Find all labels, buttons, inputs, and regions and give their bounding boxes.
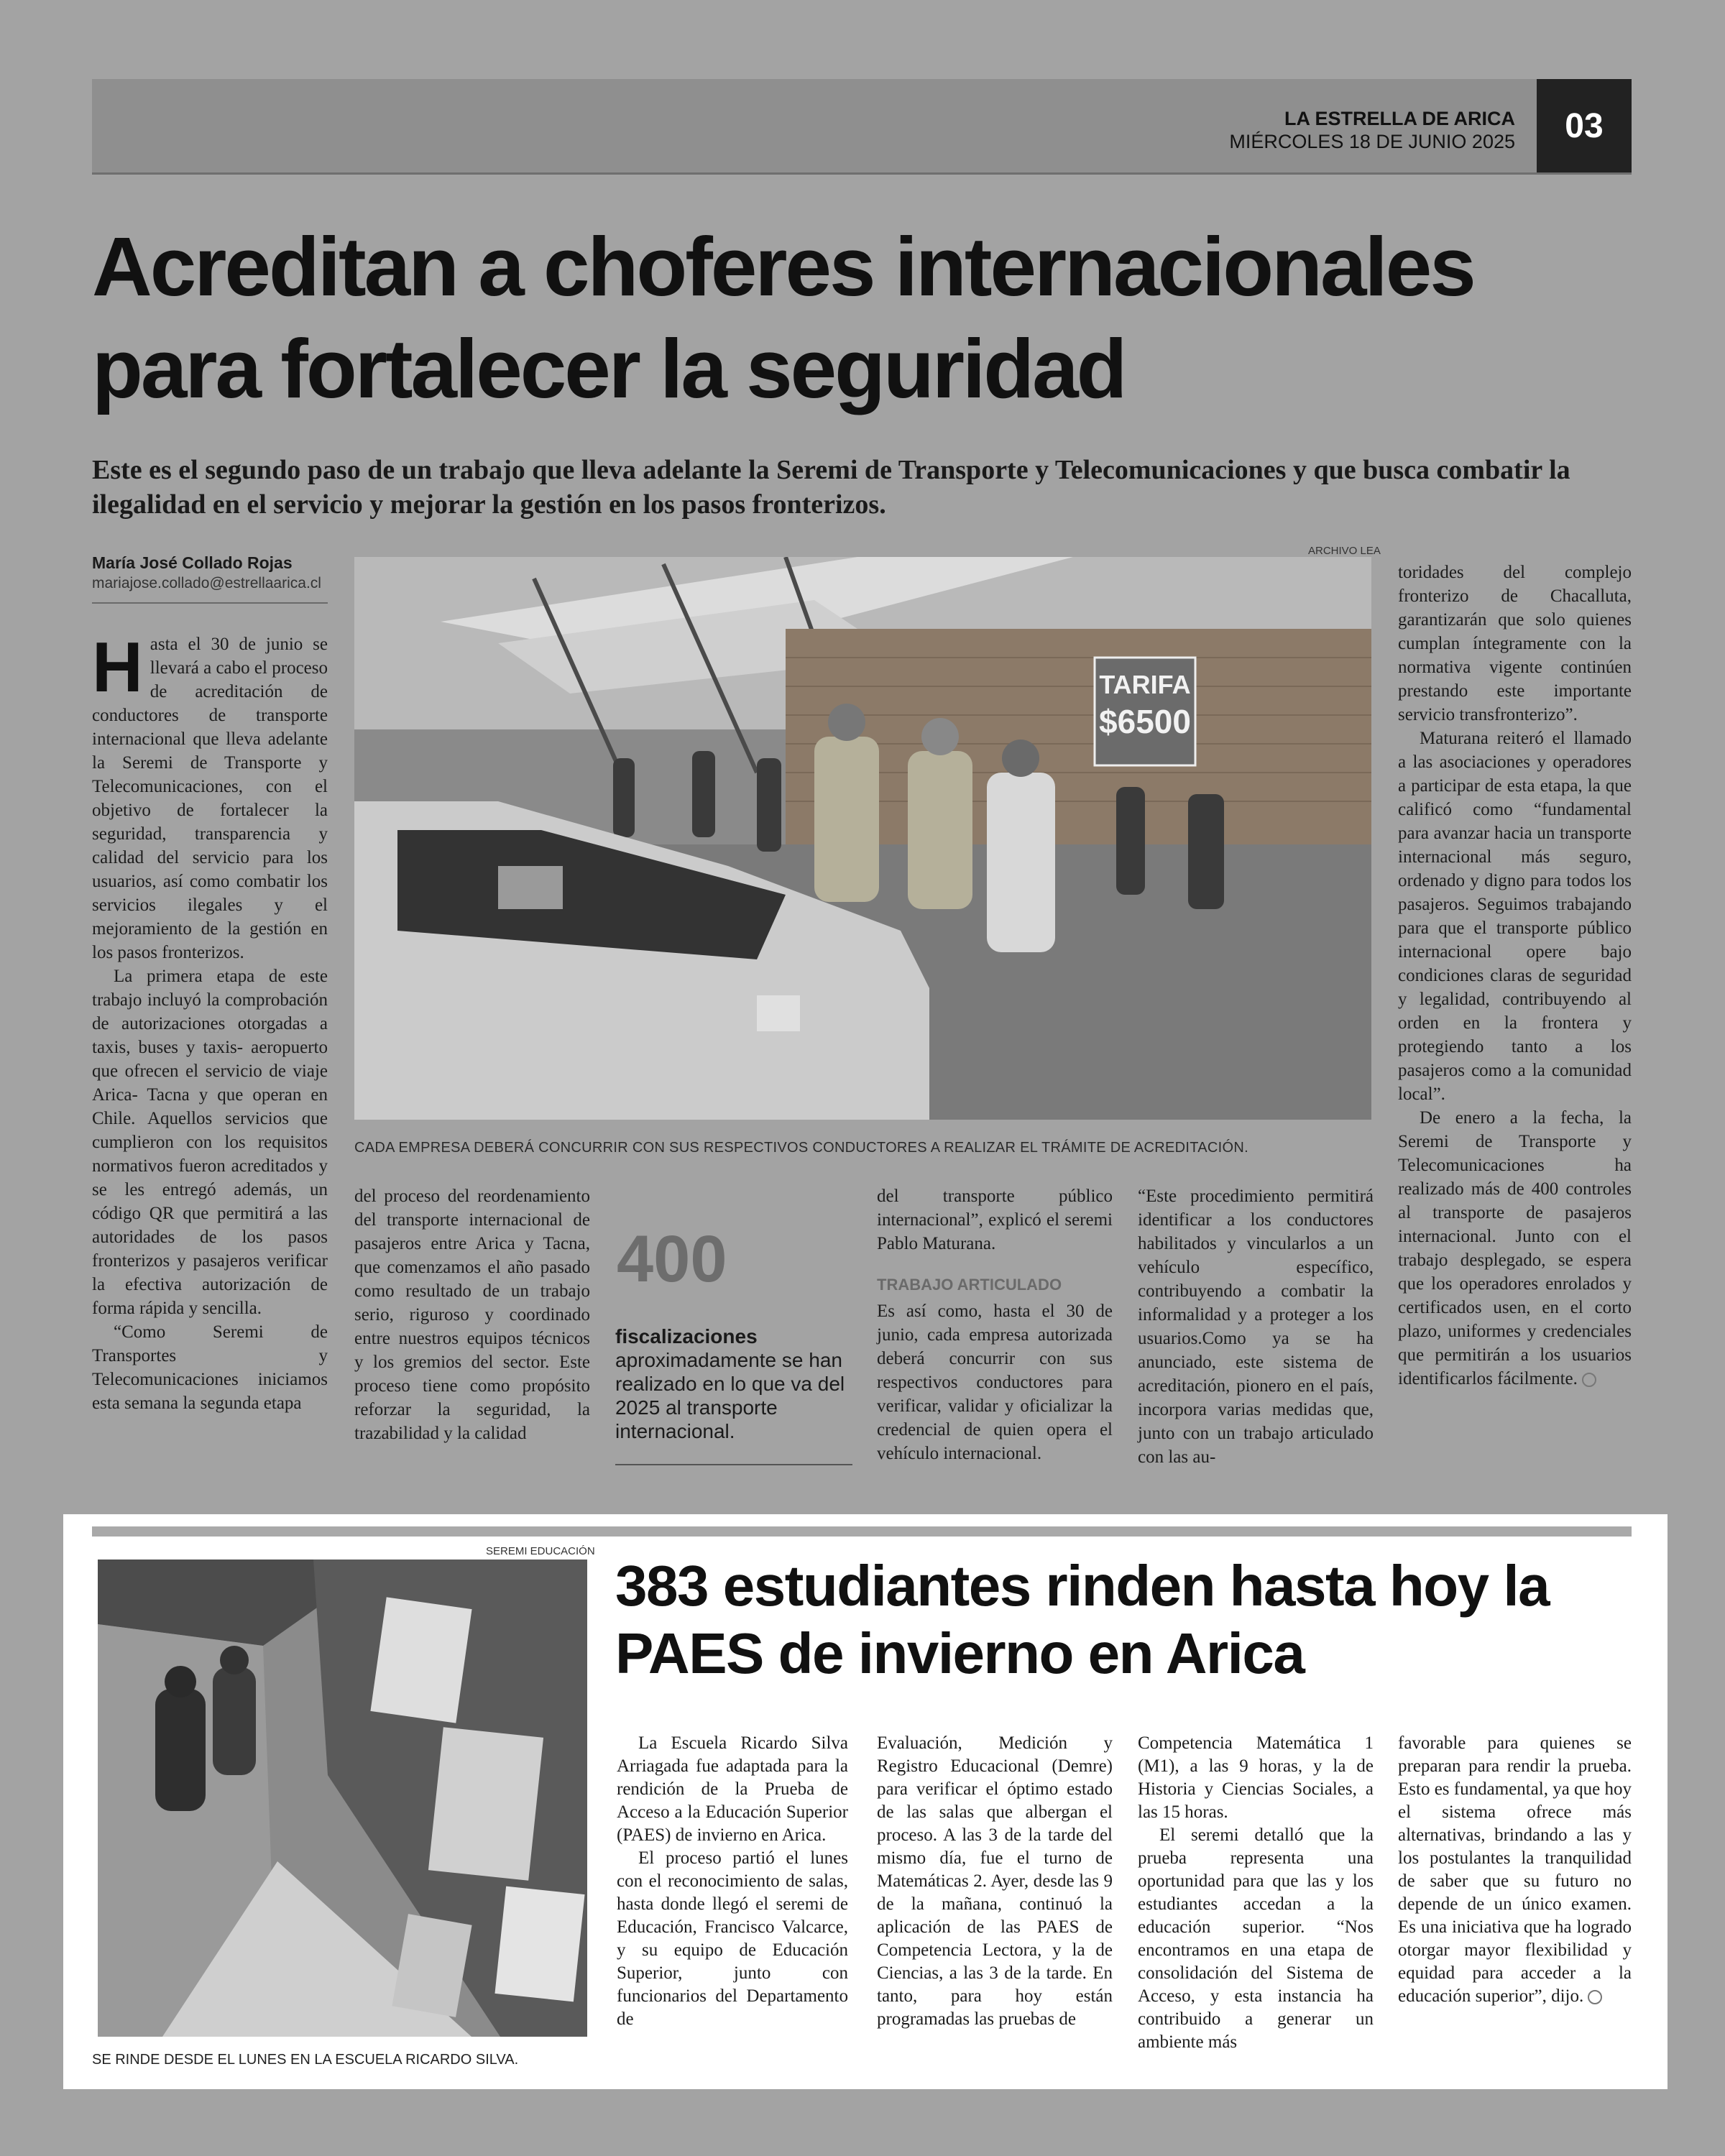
author-divider [92,602,328,604]
author-email: mariajose.collado@estrellaarica.cl [92,575,321,591]
subhead-trabajo-articulado: TRABAJO ARTICULADO [877,1276,1062,1294]
main-column-5 [1398,561,1632,1391]
stat-number: 400 [617,1222,727,1296]
bottom-end-of-article-icon [1588,1990,1602,2004]
bottom-photo-credit: SEREMI EDUCACIÓN [486,1545,595,1557]
main-headline-line1: Acreditan a choferes internacionales [92,220,1474,313]
col3-paragraph-2: Es así como, hasta el 30 de junio, cada empresa autorizada deberá concurrir con sus respectivos conductores para verificar, validar y oficializar la credencial de quien opera el vehículo internacional. [877,1302,1113,1463]
col1-paragraph-2: La primera etapa de este trabajo incluyó la comprobación de autorizaciones otorgadas a taxis, buses y taxis- aeropuerto que ofrecen el servicio de viaje Arica- Tacna y que operan en Chile. Aquellos servicios que cumplieron con los requisitos normativos fueron acreditados y se les entregó además, un código QR que permitirá a las autoridades de los pasos fronterizos y pasajeros verificar la efectiva autorización de forma rápida y sencilla. [92,967,328,1318]
bottom-col3-paragraph-1: Competencia Matemática 1 (M1), a las 9 horas, y la de Historia y Ciencias Sociales, a las 15 horas. [1138,1733,1374,1822]
main-deck: Este es el segundo paso de un trabajo que lleva adelante la Seremi de Transporte y Telecomunicaciones y que busca combatir la ilegalidad en el servicio y mejorar la gestión en los pasos fronterizos. [92,455,1570,520]
photo-sign-price: $6500 [1099,703,1191,740]
main-column-4 [1138,1184,1374,1469]
main-photo-caption: CADA EMPRESA DEBERÁ CONCURRIR CON SUS RESPECTIVOS CONDUCTORES A REALIZAR EL TRÁMITE DE ACREDITACIÓN. [354,1140,1248,1156]
dropcap: H [92,627,143,706]
col5-paragraph-3: De enero a la fecha, la Seremi de Transporte y Telecomunicaciones ha realizado más de 400 controles al transporte de pasajeros internacional. Junto con el trabajo desplegado, se espera que los operadores enrolados y certificados usen, en el corto plazo, uniformes y credenciales que permitirán a los usuarios identificarlos fácilmente. [1398,1108,1632,1388]
col5-paragraph-1: toridades del complejo fronterizo de Chacalluta, garantizarán que solo quienes cumplan íntegramente con la normativa vigente continúen prestando este importante servicio transfronterizo”. [1398,563,1632,724]
author-name: María José Collado Rojas [92,553,293,572]
main-column-1 [92,627,328,1415]
bottom-headline-line2: PAES de invierno en Arica [615,1621,1305,1685]
col4-paragraph-1: “Este procedimiento permitirá identificar a los conductores habilitados y vincularlos a un vehículo específico, contribuyendo a combatir la informalidad y a proteger a los usuarios.Como ya se ha anunciado, este sistema de acreditación, pionero en el país, incorpora varias medidas que, junto con un trabajo articulado con las au- [1138,1187,1374,1467]
main-photo [354,557,1371,1120]
bottom-photo [98,1560,587,2037]
photo-credit: ARCHIVO LEA [1308,545,1381,557]
bottom-col1-paragraph-2: El proceso partió el lunes con el reconocimiento de salas, hasta donde llegó el seremi de Educación, Francisco Valcarce, y su equipo de Educación Superior, junto con funcionarios del Departamento de [617,1848,848,2029]
newspaper-name: LA ESTRELLA DE ARICA [1284,108,1515,129]
bottom-col4-paragraph-1: favorable para quienes se preparan para rendir la prueba. Esto es fundamental, ya que hoy el sistema ofrece más alternativas, brindando a las y los postulantes la tranquilidad de saber que su futuro no depende de un único examen. Es una iniciativa que ha logrado otorgar mayor flexibilidad y equidad para acceder a la educación superior”, dijo. [1398,1733,1632,2006]
issue-date: MIÉRCOLES 18 DE JUNIO 2025 [1229,131,1515,152]
page-header [92,79,1632,175]
main-headline [92,216,1644,420]
stat-description: aproximadamente se han realizado en lo que va del 2025 al transporte internacional. [615,1349,845,1442]
bottom-column-4 [1398,1732,1632,2008]
stat-divider [615,1464,852,1465]
stat-text [615,1325,852,1443]
page-number: 03 [1537,79,1632,172]
bottom-article-top-rule [92,1526,1632,1537]
main-headline-line2: para fortalecer la seguridad [92,322,1126,415]
bottom-headline-line1: 383 estudiantes rinden hasta hoy la [615,1554,1550,1618]
col3-paragraph-1: del transporte público internacional”, explicó el seremi Pablo Maturana. [877,1187,1113,1253]
col2-paragraph-1: del proceso del reordenamiento del transporte internacional de pasajeros entre Arica y Tacna, que comenzamos el año pasado como resultado de un trabajo serio, riguroso y coordinado entre nuestros equipos técnicos y los gremios del sector. Este proceso tiene como propósito reforzar la seguridad, la trazabilidad y la calidad [354,1187,590,1443]
bottom-headline [615,1552,1636,1687]
bottom-col3-paragraph-2: El seremi detalló que la prueba representa una oportunidad para que las y los estudiantes accedan a la educación superior. “Nos encontramos en una etapa de consolidación del Sistema de Acceso, y esta instancia ha contribuido a generar un ambiente más [1138,1825,1374,2052]
bottom-photo-caption: SE RINDE DESDE EL LUNES EN LA ESCUELA RICARDO SILVA. [92,2052,519,2068]
bottom-col2-paragraph-1: Evaluación, Medición y Registro Educacional (Demre) para verificar el óptimo estado de las salas que albergan el proceso. A las 3 de la tarde del mismo día, fue el turno de Matemáticas 2. Ayer, desde las 9 de la mañana, continuó la aplicación de las PAES de Competencia Lectora, y la de Ciencias, a las 3 de la tarde. En tanto, para hoy están programadas las pruebas de [877,1733,1113,2029]
col1-paragraph-1: asta el 30 de junio se llevará a cabo el proceso de acreditación de conductores de transporte internacional que lleva adelante la Seremi de Transporte y Telecomunicaciones, con el objetivo de fortalecer la seguridad, transparencia y calidad del servicio para los usuarios, así como combatir los servicios ilegales y el mejoramiento de la gestión en los pasos fronterizos. [92,635,328,962]
col5-paragraph-2: Maturana reiteró el llamado a las asociaciones y operadores a participar de esta etapa, la que calificó como “fundamental para avanzar hacia un transporte internacional más seguro, ordenado y digno para todos los pasajeros. Seguimos trabajando para que el transporte público internacional opere bajo condiciones claras de seguridad y legalidad, contribuyendo al orden en la frontera y protegiendo tanto a los pasajeros como a la comunidad local”. [1398,729,1632,1104]
stat-bold: fiscalizaciones [615,1325,758,1348]
bottom-column-2 [877,1732,1113,2031]
end-of-article-icon [1582,1373,1596,1387]
photo-sign-tarifa: TARIFA [1099,670,1191,699]
bottom-column-3 [1138,1732,1374,2054]
bottom-col1-paragraph-1: La Escuela Ricardo Silva Arriagada fue adaptada para la rendición de la Prueba de Acceso a la Educación Superior (PAES) de invierno en Arica. [617,1733,848,1845]
main-column-3 [877,1184,1113,1465]
main-column-2 [354,1184,590,1445]
col1-paragraph-3: “Como Seremi de Transportes y Telecomunicaciones iniciamos esta semana la segunda etapa [92,1322,328,1413]
bottom-column-1 [617,1732,848,2031]
